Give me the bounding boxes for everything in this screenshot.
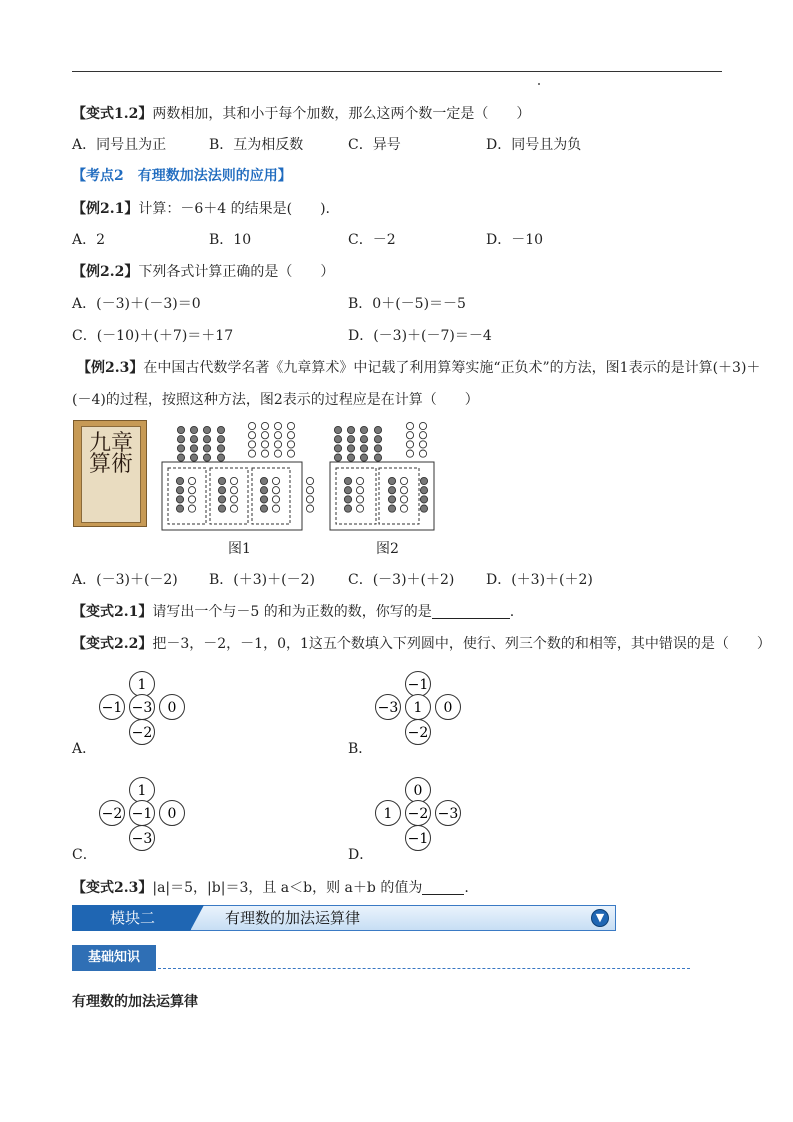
rod-bead [190, 426, 197, 433]
circle-value-bottom: −1 [407, 831, 429, 847]
rod-bead [356, 496, 363, 503]
rod-bead [374, 445, 381, 452]
dashed-box [168, 468, 206, 524]
figure-1-label: 图1 [228, 541, 251, 557]
rod-bead [218, 487, 225, 494]
rod-bead [356, 487, 363, 494]
rod-bead [388, 477, 395, 484]
rod-bead [420, 496, 427, 503]
rod-bead [274, 441, 281, 448]
rod-bead [217, 454, 224, 461]
chevron-down-icon[interactable]: ▼ [591, 909, 609, 927]
option-d: D．(－3)＋(－7)＝－4 [348, 328, 492, 344]
rod-bead [360, 436, 367, 443]
rod-bead [230, 477, 237, 484]
rod-bead [344, 505, 351, 512]
rod-bead [218, 496, 225, 503]
rod-bead [334, 436, 341, 443]
dashed-box [379, 468, 419, 524]
page-dot [538, 83, 540, 85]
answer-blank[interactable] [422, 880, 464, 895]
rod-bead [217, 436, 224, 443]
answer-blank[interactable] [432, 604, 510, 619]
rod-bead [306, 496, 313, 503]
cross-option-b [348, 664, 468, 756]
rod-bead [406, 422, 413, 429]
circle-value-top: 0 [413, 783, 423, 799]
rod-bead [190, 436, 197, 443]
rod-bead [230, 496, 237, 503]
rod-bead [360, 445, 367, 452]
circle-value-top: 1 [137, 783, 147, 799]
circle-value-right: 0 [167, 700, 177, 716]
rod-bead [272, 505, 279, 512]
rod-bead [218, 505, 225, 512]
rod-bead [203, 436, 210, 443]
circle-value-left: 1 [383, 806, 393, 822]
rod-bead [388, 496, 395, 503]
circle-value-center: −2 [407, 806, 429, 822]
rod-bead [400, 487, 407, 494]
dashed-box [210, 468, 248, 524]
question-li-2-3-line1: 【例2.3】在中国古代数学名著《九章算术》中记载了利用算筹实施“正负术”的方法，图1表示的是计算(＋3)＋ [77, 360, 761, 376]
rod-bead [360, 454, 367, 461]
rod-bead [287, 450, 294, 457]
rod-bead [347, 454, 354, 461]
basic-knowledge-tab: 基础知识 [72, 945, 156, 971]
rod-bead [203, 445, 210, 452]
rod-bead [190, 454, 197, 461]
rod-bead [176, 505, 183, 512]
rod-bead [374, 436, 381, 443]
rod-bead [388, 487, 395, 494]
rod-bead [344, 477, 351, 484]
cross-option-letter: B． [348, 741, 373, 757]
circle-value-center: −3 [131, 700, 153, 716]
rod-bead [419, 450, 426, 457]
question-bianshi-2-3: 【变式2.3】|a|＝5，|b|＝3，且 a＜b，则 a＋b 的值为 . [72, 880, 469, 896]
rods-group [162, 422, 434, 530]
circle-value-bottom: −2 [407, 725, 429, 741]
cross-option-d [348, 770, 468, 862]
option-c: C．－2 [348, 232, 396, 248]
rod-bead [356, 505, 363, 512]
option-a: A．2 [72, 232, 106, 248]
option-c: C．(－10)＋(＋7)＝＋17 [72, 328, 234, 344]
circle-value-left: −2 [101, 806, 123, 822]
rod-bead [356, 477, 363, 484]
rod-bead [419, 422, 426, 429]
kaodian-heading: 【考点2 有理数加法法则的应用】 [72, 168, 292, 184]
rod-bead [344, 487, 351, 494]
rod-bead [188, 487, 195, 494]
rod-bead [406, 441, 413, 448]
rod-bead [176, 496, 183, 503]
rod-bead [248, 422, 255, 429]
rod-bead [203, 454, 210, 461]
circle-value-top: −1 [407, 677, 429, 693]
rod-bead [248, 450, 255, 457]
circle-value-right: 0 [443, 700, 453, 716]
circle-value-top: 1 [137, 677, 147, 693]
rod-bead [287, 441, 294, 448]
rod-bead [218, 477, 225, 484]
rod-bead [360, 426, 367, 433]
rod-bead [177, 426, 184, 433]
rod-bead [272, 496, 279, 503]
cross-option-letter: C． [72, 847, 97, 863]
rod-bead [406, 450, 413, 457]
rod-bead [306, 477, 313, 484]
rod-bead [230, 505, 237, 512]
rod-bead [347, 445, 354, 452]
rod-bead [419, 432, 426, 439]
rod-bead [420, 505, 427, 512]
rod-bead [334, 454, 341, 461]
circle-value-center: 1 [413, 700, 423, 716]
rod-bead [420, 487, 427, 494]
option-b: B．10 [209, 232, 252, 248]
module-title: 有理数的加法运算律 ▼ [190, 905, 616, 931]
rod-bead [287, 432, 294, 439]
section-title: 有理数的加法运算律 [72, 994, 198, 1010]
rod-bead [347, 436, 354, 443]
rod-bead [374, 426, 381, 433]
rod-bead [188, 477, 195, 484]
question-li-2-3-line2: (－4)的过程，按照这种方法，图2表示的过程应是在计算（ ） [72, 392, 479, 408]
rod-bead [419, 441, 426, 448]
option-c: C．(－3)＋(＋2) [348, 572, 455, 588]
rod-bead [306, 505, 313, 512]
option-b: B．互为相反数 [209, 137, 304, 153]
option-d: D．同号且为负 [486, 137, 582, 153]
figure-2-label: 图2 [376, 541, 399, 557]
circle-value-right: −3 [437, 806, 459, 822]
circle-value-right: 0 [167, 806, 177, 822]
rod-bead [260, 487, 267, 494]
book-title: 九章算術 [88, 431, 133, 477]
rod-bead [347, 426, 354, 433]
rod-bead [420, 477, 427, 484]
rod-bead [248, 441, 255, 448]
board-box [330, 462, 434, 530]
circle-value-bottom: −3 [131, 831, 153, 847]
rod-bead [334, 445, 341, 452]
option-c: C．异号 [348, 137, 401, 153]
rod-bead [217, 426, 224, 433]
rod-bead [374, 454, 381, 461]
rod-bead [260, 496, 267, 503]
rod-bead [334, 426, 341, 433]
cross-option-a [72, 664, 192, 756]
rod-bead [400, 505, 407, 512]
question-li-2-2: 【例2.2】下列各式计算正确的是（ ） [72, 264, 335, 280]
rod-bead [261, 422, 268, 429]
cross-option-letter: A． [72, 741, 97, 757]
rod-bead [230, 487, 237, 494]
rod-bead [203, 426, 210, 433]
dashed-divider [158, 968, 690, 969]
rod-bead [272, 477, 279, 484]
rod-bead [388, 505, 395, 512]
rod-bead [400, 477, 407, 484]
cross-option-c [72, 770, 192, 862]
rod-bead [176, 477, 183, 484]
option-b: B．0＋(－5)＝－5 [348, 296, 466, 312]
option-b: B．(＋3)＋(－2) [209, 572, 315, 588]
rod-bead [261, 441, 268, 448]
cross-option-letter: D． [348, 847, 374, 863]
rod-bead [306, 487, 313, 494]
header-rule [72, 71, 722, 72]
option-a: A．(－3)＋(－3)＝0 [72, 296, 201, 312]
rod-bead [344, 496, 351, 503]
option-a: A．(－3)＋(－2) [72, 572, 178, 588]
rod-bead [248, 432, 255, 439]
rod-bead [217, 445, 224, 452]
rod-bead [177, 445, 184, 452]
circle-value-left: −3 [377, 700, 399, 716]
rod-bead [188, 505, 195, 512]
rod-bead [274, 432, 281, 439]
option-a: A．同号且为正 [72, 137, 167, 153]
rod-bead [261, 450, 268, 457]
rod-bead [400, 496, 407, 503]
question-li-2-1: 【例2.1】计算：－6＋4 的结果是( ). [72, 201, 330, 217]
rod-bead [260, 477, 267, 484]
rod-bead [274, 450, 281, 457]
dashed-box [336, 468, 376, 524]
circle-value-left: −1 [101, 700, 123, 716]
rod-bead [177, 454, 184, 461]
rod-bead [274, 422, 281, 429]
rod-bead [272, 487, 279, 494]
rod-bead [260, 505, 267, 512]
option-d: D．－10 [486, 232, 544, 248]
dashed-box [252, 468, 290, 524]
module-banner [72, 905, 616, 931]
rod-bead [177, 436, 184, 443]
question-bianshi-1-2: 【变式1.2】两数相加，其和小于每个加数，那么这两个数一定是（ ） [72, 106, 531, 122]
rod-bead [261, 432, 268, 439]
counting-rods-figure [160, 420, 435, 532]
option-d: D．(＋3)＋(＋2) [486, 572, 593, 588]
rod-bead [406, 432, 413, 439]
module-label: 模块二 [72, 905, 190, 931]
circle-value-bottom: −2 [131, 725, 153, 741]
circle-value-center: −1 [131, 806, 153, 822]
question-bianshi-2-2: 【变式2.2】把－3，－2，－1，0，1这五个数填入下列圆中，使行、列三个数的和相等，其中错误的是（ ） [72, 636, 771, 652]
question-bianshi-2-1: 【变式2.1】请写出一个与－5 的和为正数的数，你写的是 . [72, 604, 515, 620]
rod-bead [188, 496, 195, 503]
rod-bead [287, 422, 294, 429]
rod-bead [176, 487, 183, 494]
book-cover-image [73, 420, 147, 527]
rod-bead [190, 445, 197, 452]
